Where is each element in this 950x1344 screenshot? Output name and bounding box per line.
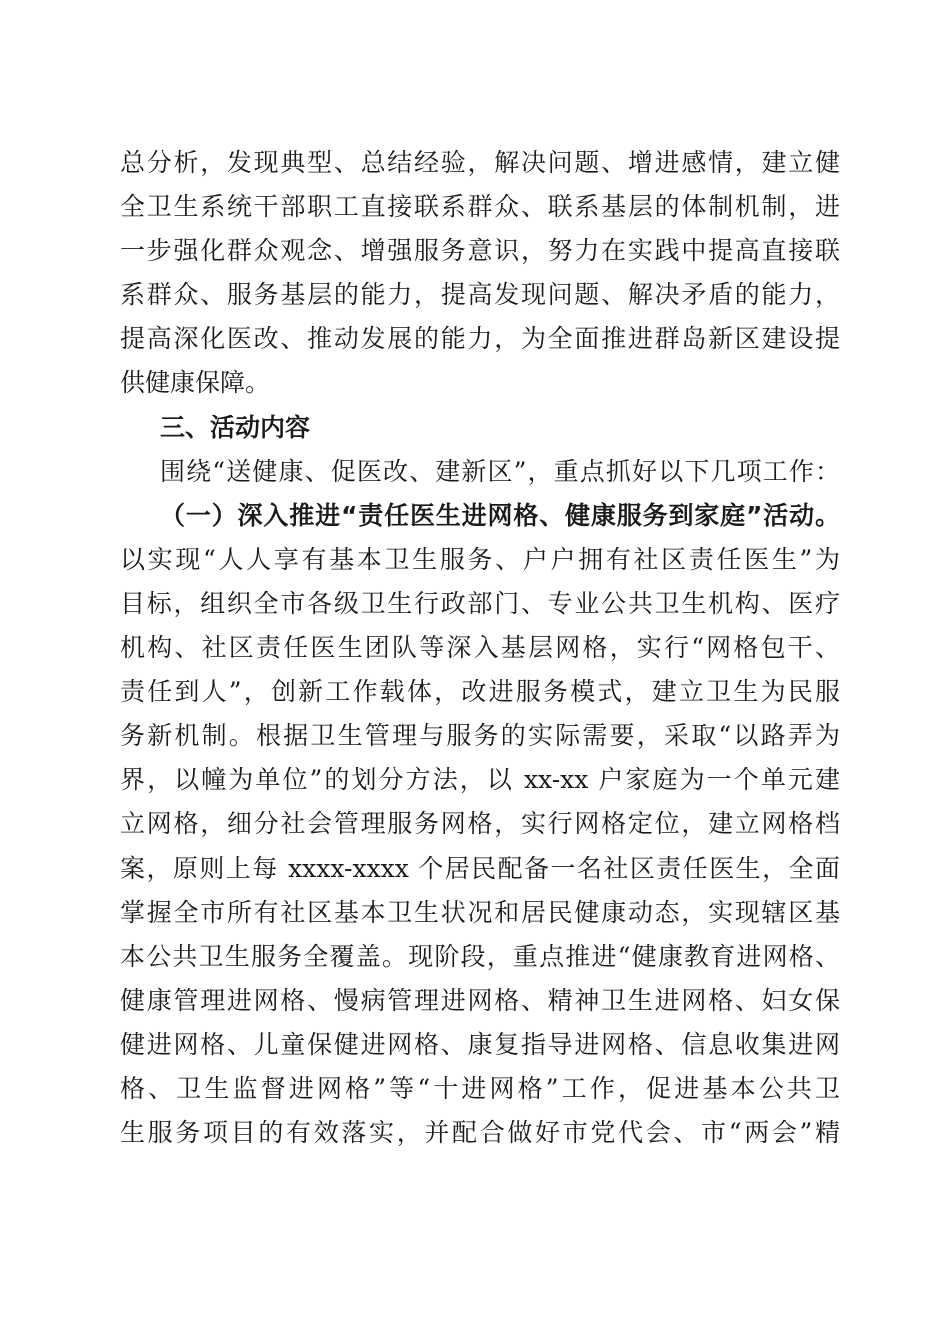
body-line-22: 格、卫生监督进网格”等“十进网格”工作，促进基本公共卫 (120, 1073, 840, 1103)
subsection-heading: （一）深入推进“责任医生进网格、健康服务到家庭”活动。 (160, 500, 840, 530)
body-line-11: 目标，组织全市各级卫生行政部门、专业公共卫生机构、医疗 (120, 588, 840, 618)
body-line-4: 系群众、服务基层的能力，提高发现问题、解决矛盾的能力， (120, 280, 840, 310)
body-line-14: 务新机制。根据卫生管理与服务的实际需要，采取“以路弄为 (120, 721, 840, 751)
body-line-15: 界，以幢为单位”的划分方法，以 xx-xx 户家庭为一个单元建 (120, 765, 840, 795)
body-line-5: 提高深化医改、推动发展的能力，为全面推进群岛新区建设提 (120, 324, 840, 354)
body-line-2: 全卫生系统干部职工直接联系群众、联系基层的体制机制，进 (120, 192, 840, 222)
body-line-16: 立网格，细分社会管理服务网格，实行网格定位，建立网格档 (120, 809, 840, 839)
body-line-17: 案，原则上每 xxxx-xxxx 个居民配备一名社区责任医生，全面 (120, 853, 840, 883)
body-line-21: 健进网格、儿童保健进网格、康复指导进网格、信息收集进网 (120, 1029, 840, 1059)
body-line-13: 责任到人”，创新工作载体，改进服务模式，建立卫生为民服 (120, 677, 840, 707)
body-line-19: 本公共卫生服务全覆盖。现阶段，重点推进“健康教育进网格、 (120, 941, 840, 971)
section-heading: 三、活动内容 (160, 412, 311, 442)
body-line-10: 以实现“人人享有基本卫生服务、户户拥有社区责任医生”为 (120, 544, 840, 574)
body-line-6: 供健康保障。 (120, 368, 271, 398)
body-line-1: 总分析，发现典型、总结经验，解决问题、增进感情，建立健 (120, 148, 840, 177)
body-line-12: 机构、社区责任医生团队等深入基层网格，实行“网格包干、 (120, 633, 840, 663)
body-line-3: 一步强化群众观念、增强服务意识，努力在实践中提高直接联 (120, 236, 840, 266)
body-line-18: 掌握全市所有社区基本卫生状况和居民健康动态，实现辖区基 (120, 897, 840, 927)
body-line-23: 生服务项目的有效落实，并配合做好市党代会、市“两会”精 (120, 1118, 840, 1148)
body-line-20: 健康管理进网格、慢病管理进网格、精神卫生进网格、妇女保 (120, 985, 840, 1015)
body-line-8: 围绕“送健康、促医改、建新区”，重点抓好以下几项工作： (160, 456, 840, 486)
document-body (120, 141, 840, 1155)
